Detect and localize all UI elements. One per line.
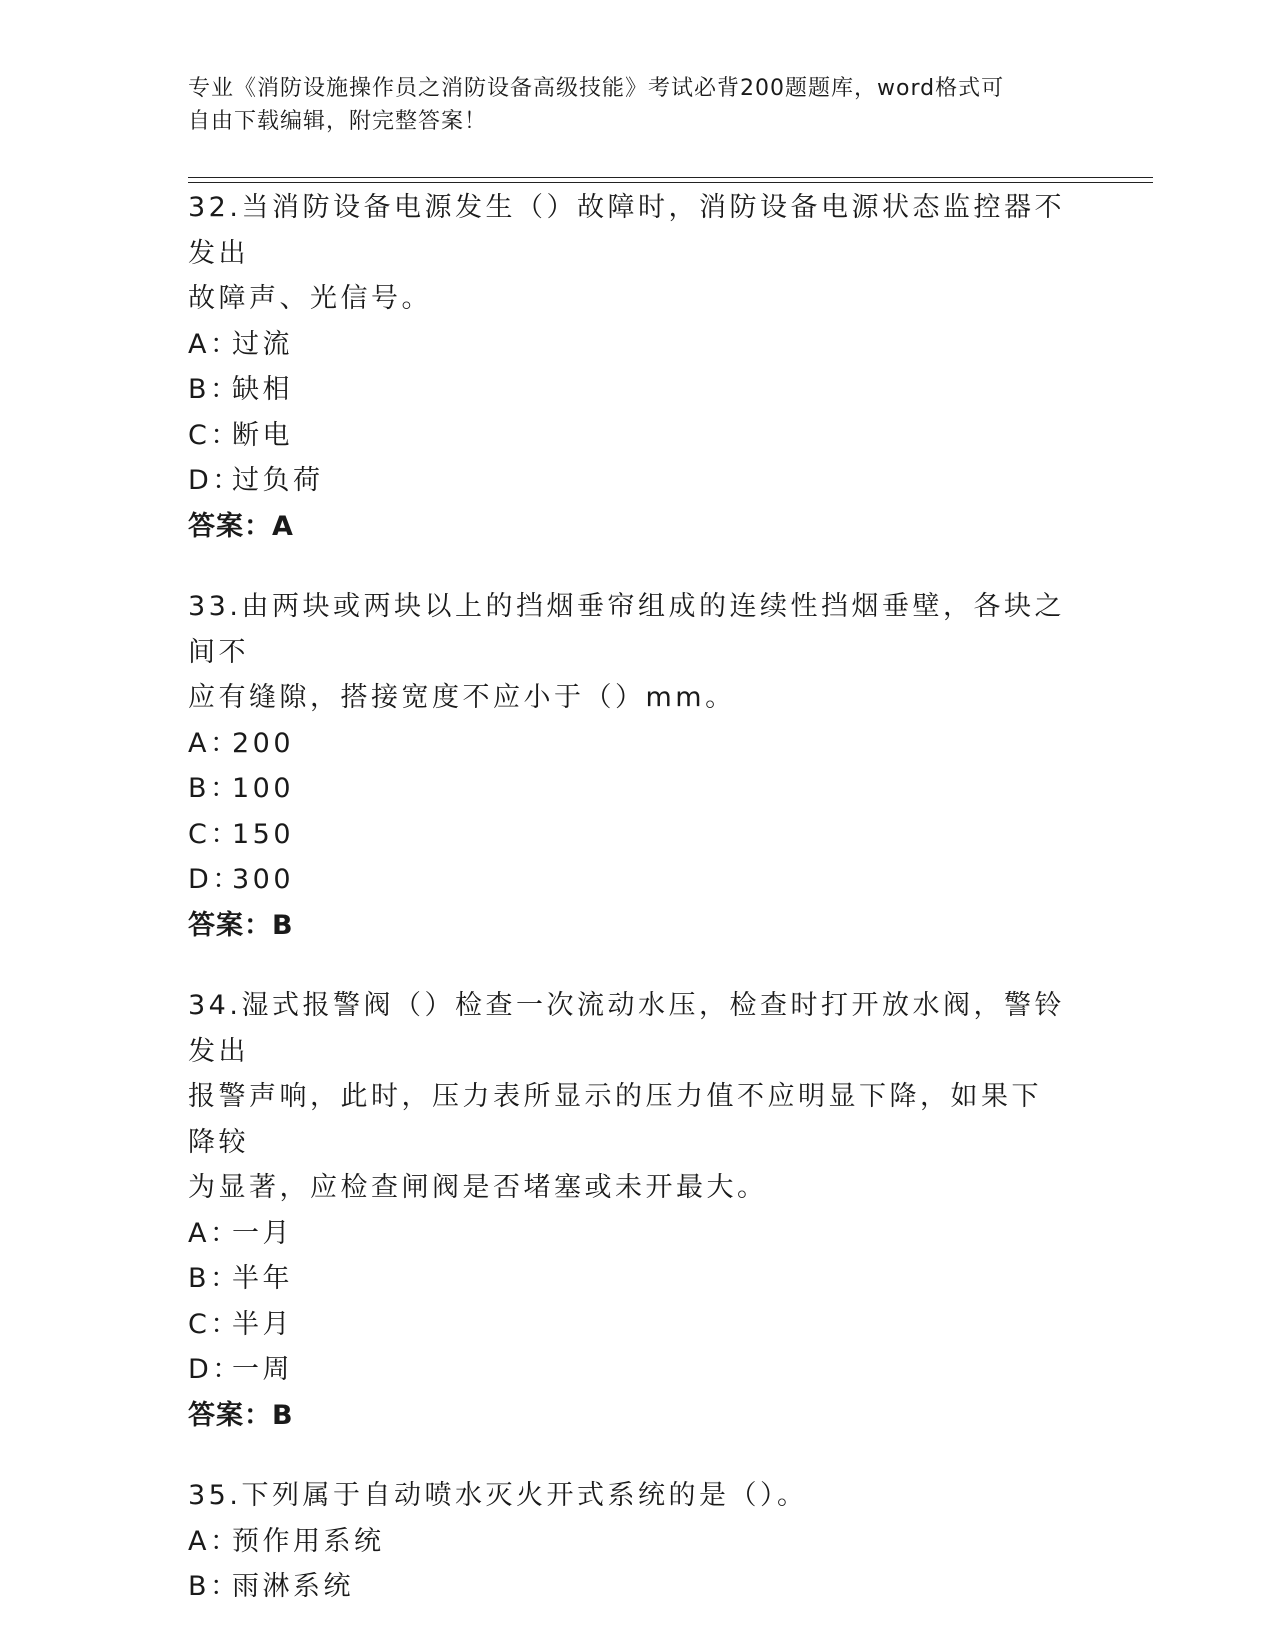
document-header bbox=[188, 72, 1068, 138]
option-text: 半年 bbox=[232, 1263, 293, 1294]
option-d bbox=[188, 857, 1068, 903]
option-label: A： bbox=[188, 1217, 241, 1249]
question-text-line: 34.湿式报警阀（）检查一次流动水压，检查时打开放水阀，警铃发出 bbox=[188, 990, 1065, 1067]
question-text-line: 35.下列属于自动喷水灭火开式系统的是（）。 bbox=[188, 1480, 808, 1511]
question-34 bbox=[188, 983, 1068, 1438]
option-label: C： bbox=[188, 419, 241, 451]
question-32 bbox=[188, 185, 1068, 549]
option-text: 一月 bbox=[232, 1217, 293, 1249]
option-label: A： bbox=[188, 328, 241, 360]
question-text-line: 故障声、光信号。 bbox=[188, 283, 432, 314]
header-divider-top bbox=[188, 177, 1153, 178]
option-text: 半月 bbox=[232, 1308, 293, 1340]
option-text: 缺相 bbox=[232, 374, 293, 405]
option-a bbox=[188, 322, 1068, 368]
option-text: 一周 bbox=[232, 1354, 293, 1385]
option-a bbox=[188, 1211, 1068, 1257]
question-text-line: 应有缝隙，搭接宽度不应小于（）mm。 bbox=[188, 682, 736, 713]
option-label: B： bbox=[188, 1263, 241, 1294]
header-divider-bottom bbox=[188, 182, 1153, 183]
answer-line: 答案：B bbox=[188, 1399, 294, 1431]
option-a bbox=[188, 721, 1068, 767]
question-text-line: 报警声响，此时，压力表所显示的压力值不应明显下降，如果下降较 bbox=[188, 1081, 1042, 1158]
option-label: B： bbox=[188, 1571, 241, 1602]
option-b bbox=[188, 1564, 1068, 1610]
option-d bbox=[188, 1347, 1068, 1393]
option-label: C： bbox=[188, 1308, 241, 1340]
question-text-line: 33.由两块或两块以上的挡烟垂帘组成的连续性挡烟垂壁，各块之间不 bbox=[188, 591, 1065, 668]
option-c bbox=[188, 812, 1068, 858]
option-label: A： bbox=[188, 1525, 241, 1557]
option-label: B： bbox=[188, 773, 241, 804]
option-text: 300 bbox=[232, 864, 295, 895]
question-33 bbox=[188, 584, 1068, 948]
option-text: 预作用系统 bbox=[232, 1525, 385, 1557]
option-b bbox=[188, 367, 1068, 413]
question-list bbox=[188, 185, 1068, 1645]
option-b bbox=[188, 766, 1068, 812]
option-label: D： bbox=[188, 465, 243, 496]
header-line-2: 自由下载编辑，附完整答案！ bbox=[188, 109, 488, 134]
answer-line: 答案：B bbox=[188, 909, 294, 941]
option-text: 雨淋系统 bbox=[232, 1571, 354, 1602]
option-text: 150 bbox=[232, 818, 295, 850]
option-text: 断电 bbox=[232, 419, 293, 451]
option-text: 100 bbox=[232, 773, 295, 804]
header-line-1: 专业《消防设施操作员之消防设备高级技能》考试必背200题题库，word格式可 bbox=[188, 76, 1005, 101]
option-a bbox=[188, 1519, 1068, 1565]
answer-line: 答案：A bbox=[188, 510, 294, 542]
option-b bbox=[188, 1256, 1068, 1302]
option-label: D： bbox=[188, 864, 243, 895]
option-label: D： bbox=[188, 1354, 243, 1385]
option-label: B： bbox=[188, 374, 241, 405]
question-text-line: 32.当消防设备电源发生（）故障时，消防设备电源状态监控器不发出 bbox=[188, 192, 1065, 269]
option-c bbox=[188, 413, 1068, 459]
option-text: 200 bbox=[232, 727, 295, 759]
question-35 bbox=[188, 1473, 1068, 1610]
option-d bbox=[188, 458, 1068, 504]
option-text: 过负荷 bbox=[232, 465, 324, 496]
option-text: 过流 bbox=[232, 328, 293, 360]
option-label: C： bbox=[188, 818, 241, 850]
option-c bbox=[188, 1302, 1068, 1348]
question-text-line: 为显著，应检查闸阀是否堵塞或未开最大。 bbox=[188, 1172, 768, 1203]
option-label: A： bbox=[188, 727, 241, 759]
